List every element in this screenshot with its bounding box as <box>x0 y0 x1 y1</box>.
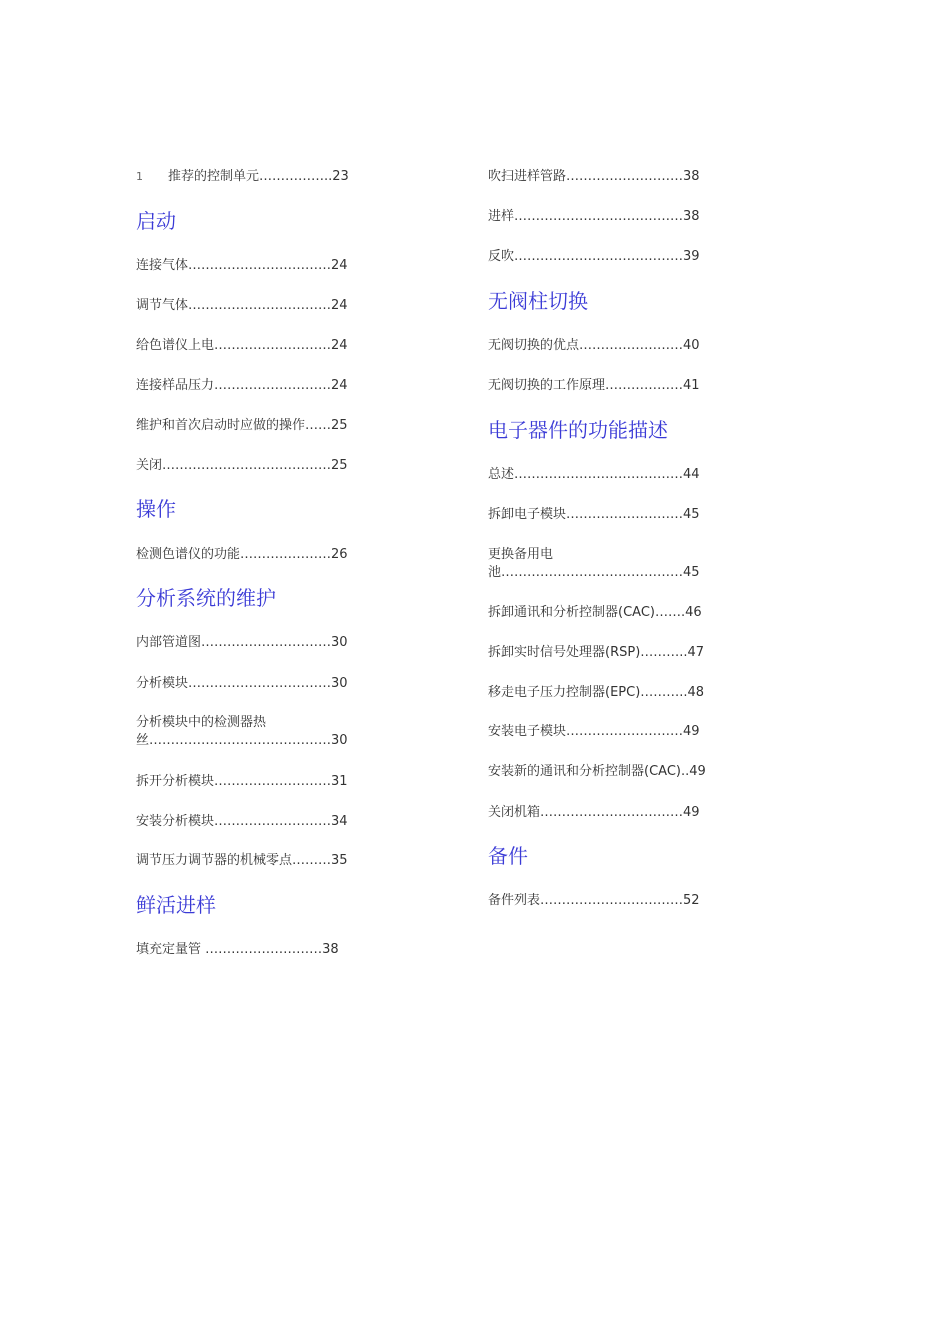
toc-entry-close-cabinet[interactable]: 关闭机箱……………………………49 <box>488 805 700 820</box>
entry-line-2: 池……………………………………45 <box>488 565 700 580</box>
section-heading-operation[interactable]: 操作 <box>136 497 176 521</box>
toc-entry-disassemble-module[interactable]: 拆开分析模块………………………31 <box>136 774 348 789</box>
toc-entry-adjust-gas[interactable]: 调节气体……………………………24 <box>136 298 348 313</box>
toc-entry-sample-pressure[interactable]: 连接样品压力………………………24 <box>136 378 348 393</box>
toc-entry-power-on[interactable]: 给色谱仪上电………………………24 <box>136 338 348 353</box>
toc-entry-install-electronics[interactable]: 安装电子模块………………………49 <box>488 724 700 739</box>
toc-entry-check-function[interactable]: 检测色谱仪的功能…………………26 <box>136 547 348 562</box>
entry-number: 1 <box>136 170 143 183</box>
toc-entry-detector-filament[interactable] <box>136 714 348 750</box>
entry-line-1: 更换备用电 <box>488 547 554 562</box>
toc-entry-spare-list[interactable]: 备件列表……………………………52 <box>488 893 700 908</box>
toc-entry-remove-epc[interactable]: 移走电子压力控制器(EPC)………..48 <box>488 685 705 700</box>
toc-entry-regulator-zero[interactable]: 调节压力调节器的机械零点………35 <box>136 853 348 868</box>
toc-entry-fill-loop[interactable]: 填充定量管 ………………………38 <box>136 942 339 957</box>
section-heading-electronics[interactable]: 电子器件的功能描述 <box>488 418 668 442</box>
toc-entry-backflush[interactable]: 反吹…………………………………39 <box>488 249 700 264</box>
toc-entry-install-new-cac[interactable]: 安装新的通讯和分析控制器(CAC)..49 <box>488 764 706 779</box>
entry-line-2: 丝……………………………………30 <box>136 733 348 748</box>
toc-entry-connect-gas[interactable]: 连接气体……………………………24 <box>136 258 348 273</box>
toc-entry-valveless-principle[interactable]: 无阀切换的工作原理………………41 <box>488 378 700 393</box>
section-heading-live-injection[interactable]: 鲜活进样 <box>136 893 216 917</box>
entry-line-1: 分析模块中的检测器热 <box>136 715 267 730</box>
section-heading-spares[interactable]: 备件 <box>488 844 528 868</box>
toc-entry-remove-electronics[interactable]: 拆卸电子模块………………………45 <box>488 507 700 522</box>
section-heading-startup[interactable]: 启动 <box>136 209 176 233</box>
toc-entry-recommended-control-unit[interactable] <box>136 168 349 186</box>
toc-entry-overview[interactable]: 总述…………………………………44 <box>488 467 700 482</box>
toc-entry-valveless-advantages[interactable]: 无阀切换的优点……………………40 <box>488 338 700 353</box>
entry-text: 推荐的控制单元……………..23 <box>168 169 349 184</box>
toc-entry-remove-rsp[interactable]: 拆卸实时信号处理器(RSP)………..47 <box>488 645 705 660</box>
toc-entry-analysis-module[interactable]: 分析模块……………………………30 <box>136 676 348 691</box>
toc-entry-purge-sample-line[interactable]: 吹扫进样管路………………………38 <box>488 169 700 184</box>
section-heading-valveless[interactable]: 无阀柱切换 <box>488 289 588 313</box>
toc-entry-install-module[interactable]: 安装分析模块………………………34 <box>136 814 348 829</box>
toc-entry-replace-battery[interactable] <box>488 546 700 582</box>
toc-entry-first-startup[interactable]: 维护和首次启动时应做的操作……25 <box>136 418 348 433</box>
toc-entry-piping-diagram[interactable]: 内部管道图…………………………30 <box>136 635 348 650</box>
section-heading-maintenance[interactable]: 分析系统的维护 <box>136 586 276 610</box>
toc-entry-remove-cac[interactable]: 拆卸通讯和分析控制器(CAC)…….46 <box>488 605 702 620</box>
toc-entry-injection[interactable]: 进样…………………………………38 <box>488 209 700 224</box>
toc-entry-shutdown[interactable]: 关闭…………………………………25 <box>136 458 348 473</box>
